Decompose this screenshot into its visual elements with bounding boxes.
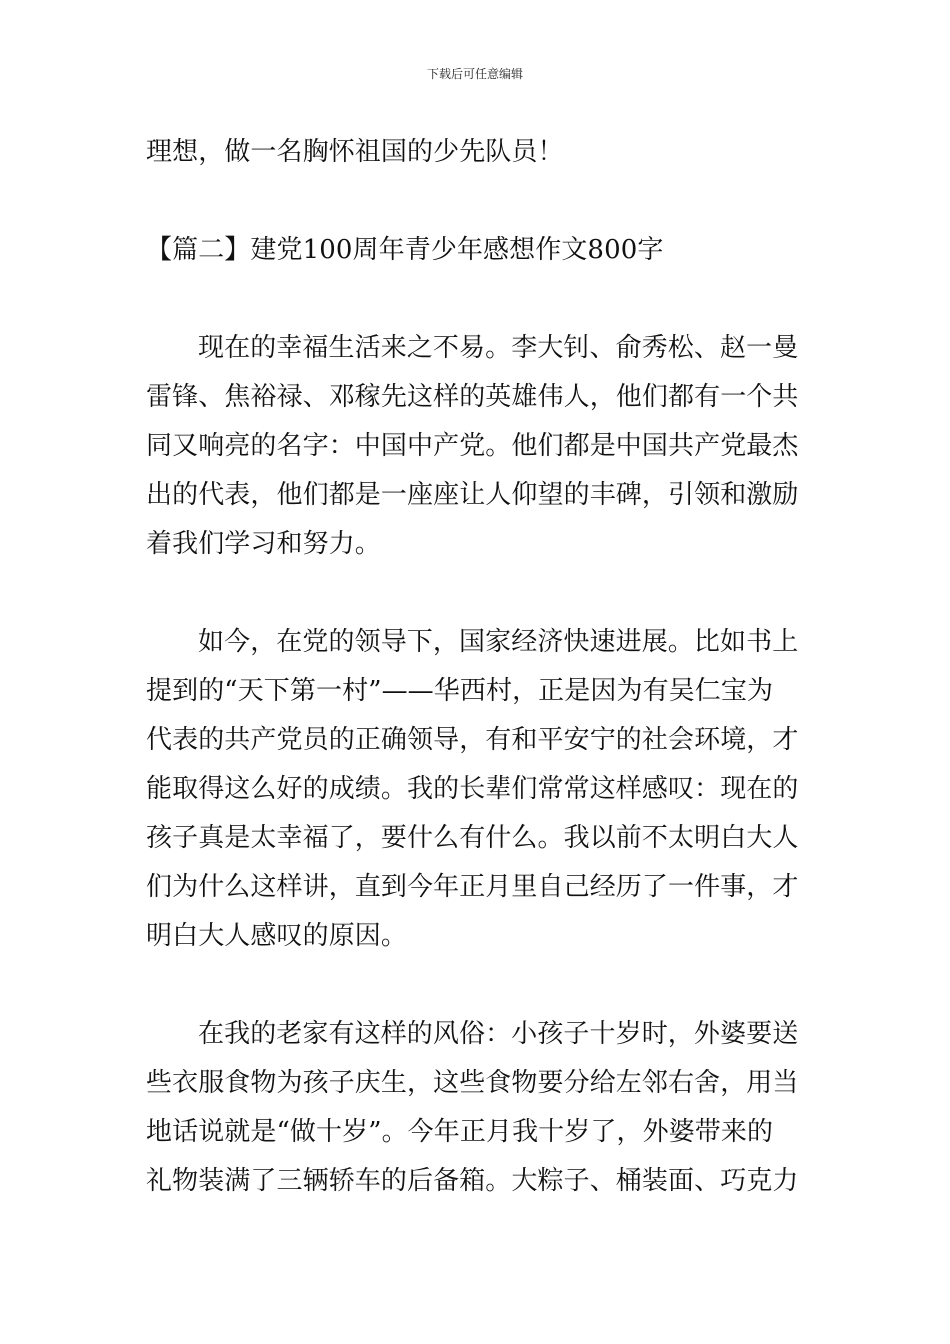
paragraph-line: 明白大人感叹的原因。 bbox=[146, 921, 408, 951]
paragraph-gap bbox=[146, 569, 806, 618]
paragraph-line: 雷锋、焦裕禄、邓稼先这样的英雄伟人，他们都有一个共 bbox=[146, 382, 799, 412]
section-heading: 【篇二】建党100周年青少年感想作文800字 bbox=[146, 235, 664, 265]
paragraph-line: 如今，在党的领导下，国家经济快速进展。比如书上 bbox=[198, 627, 799, 657]
paragraph-2 bbox=[146, 618, 806, 961]
paragraph-line: 能取得这么好的成绩。我的长辈们常常这样感叹：现在的 bbox=[146, 774, 799, 804]
paragraph-gap bbox=[146, 961, 806, 1010]
paragraph-line: 提到的“天下第一村”——华西村，正是因为有吴仁宝为 bbox=[146, 676, 774, 706]
document-body bbox=[146, 128, 806, 1206]
continuation-line: 理想，做一名胸怀祖国的少先队员！ bbox=[146, 137, 564, 167]
paragraph-line: 些衣服食物为孩子庆生，这些食物要分给左邻右舍，用当 bbox=[146, 1068, 799, 1098]
paragraph-line: 同又响亮的名字：中国中产党。他们都是中国共产党最杰 bbox=[146, 431, 799, 461]
paragraph-1 bbox=[146, 324, 806, 569]
page-header-note: 下载后可任意编辑 bbox=[426, 67, 523, 81]
paragraph-line: 孩子真是太幸福了，要什么有什么。我以前不太明白大人 bbox=[146, 823, 799, 853]
paragraph-line: 现在的幸福生活来之不易。李大钊、俞秀松、赵一曼 bbox=[198, 333, 799, 363]
paragraph-line: 在我的老家有这样的风俗：小孩子十岁时，外婆要送 bbox=[198, 1019, 799, 1049]
paragraph-line: 礼物装满了三辆轿车的后备箱。大粽子、桶装面、巧克力 bbox=[146, 1166, 799, 1196]
paragraph-3 bbox=[146, 1010, 806, 1206]
paragraph-gap bbox=[146, 275, 806, 324]
paragraph-line: 地话说就是“做十岁”。今年正月我十岁了，外婆带来的 bbox=[146, 1117, 774, 1147]
paragraph-line: 们为什么这样讲，直到今年正月里自己经历了一件事，才 bbox=[146, 872, 799, 902]
paragraph-line: 代表的共产党员的正确领导，有和平安宁的社会环境，才 bbox=[146, 725, 799, 755]
paragraph-gap bbox=[146, 177, 806, 226]
paragraph-line: 着我们学习和努力。 bbox=[146, 529, 381, 559]
paragraph-line: 出的代表，他们都是一座座让人仰望的丰碑，引领和激励 bbox=[146, 480, 799, 510]
